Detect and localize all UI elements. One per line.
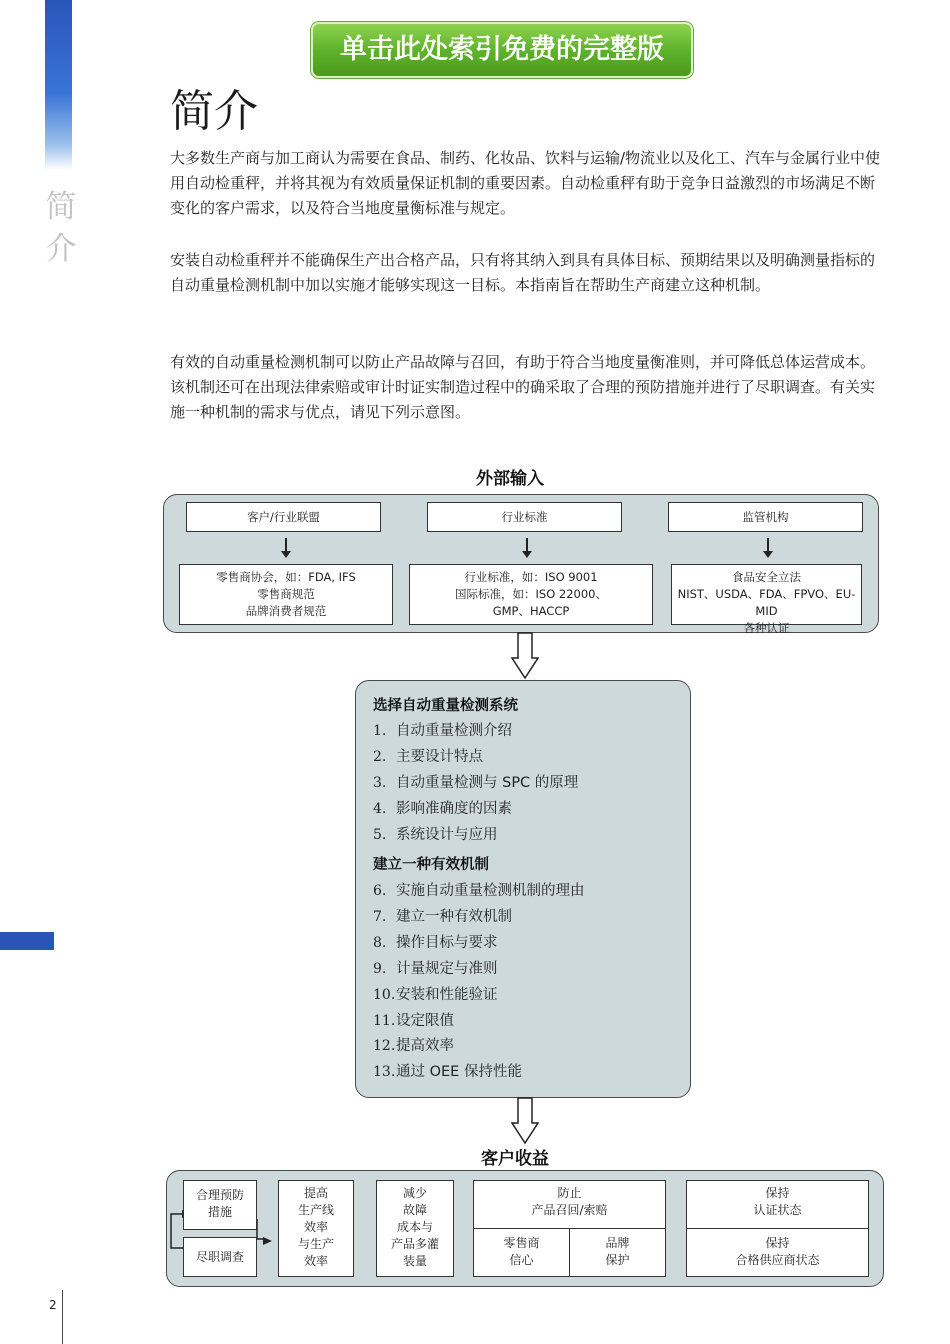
source-customer-alliance: 客户/行业联盟 xyxy=(186,502,381,532)
detail-line: 各种认证 xyxy=(743,621,790,635)
detail-line: 食品安全立法 xyxy=(732,570,801,584)
page-title: 简介 xyxy=(170,86,258,137)
guide-item: 10.安装和性能验证 xyxy=(373,987,498,1003)
side-section-title xyxy=(44,186,78,270)
guide-item: 2. 主要设计特点 xyxy=(373,749,483,765)
guide-item: 4. 影响准确度的因素 xyxy=(373,801,512,817)
hollow-down-arrow-icon xyxy=(511,1097,539,1145)
detail-line: 零售商协会，如：FDA, IFS xyxy=(216,570,356,584)
intro-paragraph-3: 有效的自动重量检测机制可以防止产品故障与召回，有助于符合当地度量衡准则，并可降低总体运营成本。该机制还可在出现法律索赔或审计时证实制造过程中的确采取了合理的预防措施并进行了尽职调查。有关实施一种机制的需求与优点，请见下列示意图。 xyxy=(170,353,876,421)
benefit-prevent-measures: 合理预防 措施 xyxy=(183,1180,257,1230)
page-number-rule xyxy=(62,1290,63,1344)
benefit-certification: 保持 认证状态 xyxy=(686,1180,869,1229)
guide-item: 9. 计量规定与准则 xyxy=(373,961,498,977)
benefit-qualified-supplier: 保持 合格供应商状态 xyxy=(686,1228,869,1277)
intro-paragraph-2: 安装自动检重秤并不能确保生产出合格产品，只有将其纳入到具有具体目标、预期结果以及明确测量指标的自动重量检测机制中加以实施才能够实现这一目标。本指南旨在帮助生产商建立这种机制。 xyxy=(170,251,876,294)
down-arrow-icon xyxy=(767,538,769,553)
external-input-panel xyxy=(163,494,879,633)
detail-line: GMP、HACCP xyxy=(492,604,570,618)
detail-customer-alliance xyxy=(179,564,393,625)
detail-line: 零售商规范 xyxy=(257,587,315,601)
side-title-char-1: 简 xyxy=(45,189,77,225)
guide-item: 8. 操作目标与要求 xyxy=(373,935,498,951)
side-page-marker xyxy=(0,932,54,950)
benefit-efficiency: 提高 生产线 效率 与生产 效率 xyxy=(278,1180,354,1277)
guide-item: 1. 自动重量检测介绍 xyxy=(373,723,512,739)
external-input-title: 外部输入 xyxy=(476,469,544,489)
down-arrow-icon xyxy=(285,538,287,553)
detail-line: NIST、USDA、FDA、FPVO、EU-MID xyxy=(677,587,856,618)
detail-line: 行业标准，如：ISO 9001 xyxy=(464,570,598,584)
guide-item: 13.通过 OEE 保持性能 xyxy=(373,1064,522,1080)
guide-section-build-mechanism: 建立一种有效机制 xyxy=(373,857,489,873)
intro-paragraph-1: 大多数生产商与加工商认为需要在食品、制药、化妆品、饮料与运输/物流业以及化工、汽车与金属行业中使用自动检重秤，并将其视为有效质量保证机制的重要因素。自动检重秤有助于竞争日益激烈的市场满足不断变化的客户需求，以及符合当地度量衡标准与规定。 xyxy=(170,149,881,217)
guide-item: 12.提高效率 xyxy=(373,1038,454,1054)
guide-item: 3. 自动重量检测与 SPC 的原理 xyxy=(373,775,579,791)
guide-item: 6. 实施自动重量检测机制的理由 xyxy=(373,883,585,899)
detail-line: 国际标准，如：ISO 22000、 xyxy=(455,587,607,601)
guide-section-select-system: 选择自动重量检测系统 xyxy=(373,698,518,714)
benefit-prevent-recall: 防止 产品召回/索赔 xyxy=(473,1180,666,1229)
detail-industry-standard xyxy=(409,564,653,625)
hollow-down-arrow-icon xyxy=(511,632,539,680)
benefit-brand-protection: 品牌 保护 xyxy=(569,1228,666,1277)
down-arrow-icon xyxy=(526,538,528,553)
benefit-reduce-cost: 减少 故障 成本与 产品多灌 装量 xyxy=(376,1180,454,1277)
source-industry-standard: 行业标准 xyxy=(427,502,622,532)
customer-benefit-panel xyxy=(166,1170,884,1287)
guide-item: 5. 系统设计与应用 xyxy=(373,827,498,843)
benefit-retailer-confidence: 零售商 信心 xyxy=(473,1228,570,1277)
benefit-due-diligence: 尽职调查 xyxy=(183,1237,257,1277)
side-accent-bar xyxy=(45,0,72,170)
source-regulator: 监管机构 xyxy=(668,502,863,532)
customer-benefit-title: 客户收益 xyxy=(481,1149,549,1169)
detail-regulator xyxy=(671,564,862,635)
guide-contents-panel xyxy=(355,680,691,1098)
side-title-char-2: 介 xyxy=(45,231,77,267)
guide-item: 11.设定限值 xyxy=(373,1013,454,1029)
page-number: 2 xyxy=(49,1298,57,1312)
detail-line: 品牌消费者规范 xyxy=(245,604,327,618)
guide-item: 7. 建立一种有效机制 xyxy=(373,909,512,925)
free-full-version-link-button[interactable]: 单击此处索引免费的完整版 xyxy=(311,22,693,78)
